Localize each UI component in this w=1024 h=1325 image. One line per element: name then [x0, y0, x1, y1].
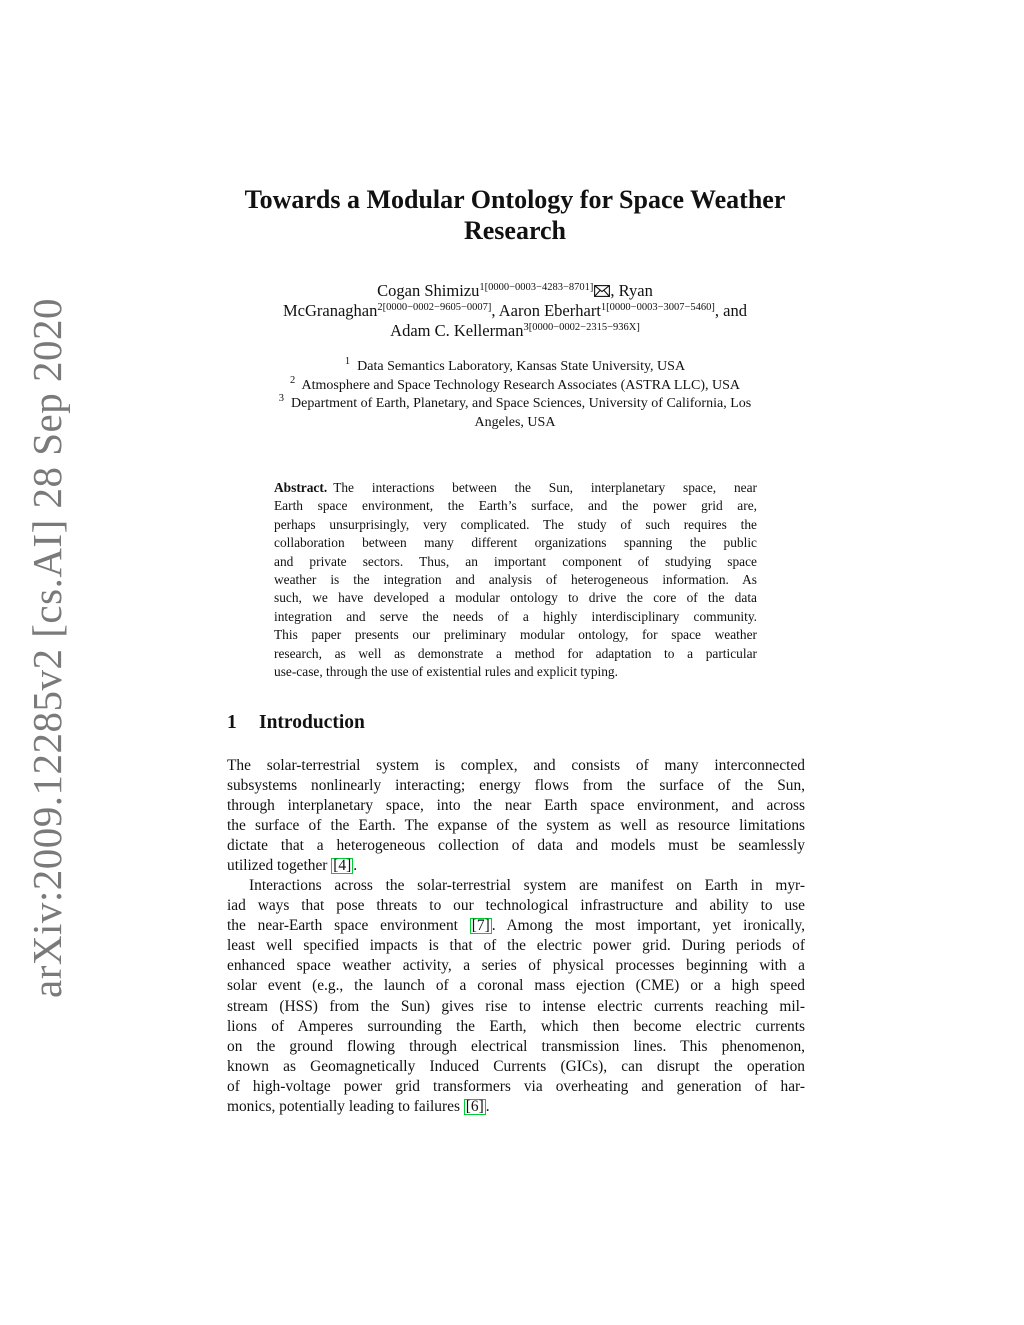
affiliation-number: 1 — [344, 356, 351, 367]
abstract-line: collaboration between many different organizations spanning the public — [274, 535, 757, 551]
body-line: lions of Amperes surrounding the Earth, which then become electric currents — [227, 1017, 805, 1035]
body-line: least well specified impacts is that of the electric power grid. During periods of — [227, 937, 805, 955]
abstract-line: and private sectors. Thus, an important component of studying space — [274, 553, 757, 569]
title-line: Research — [463, 216, 567, 245]
abstract-line: perhaps unsurprisingly, very complicated. The study of such requires the — [274, 516, 757, 532]
author-name: Cogan Shimizu — [377, 281, 480, 300]
affiliation-text: Data Semantics Laboratory, Kansas State University, USA — [357, 359, 686, 374]
body-line: subsystems nonlinearly interacting; energy flows from the surface of the Sun, — [227, 777, 805, 795]
section-title: Introduction — [259, 712, 365, 733]
affiliation-text: Atmosphere and Space Technology Research Associates (ASTRA LLC), USA — [301, 377, 740, 393]
affiliation — [200, 374, 830, 396]
abstract-line: weather is the integration and analysis of heterogeneous information. As — [274, 572, 757, 588]
affiliation-number: 2 — [290, 374, 296, 386]
citation-link[interactable]: [7] — [471, 917, 490, 935]
body-line: on the ground flowing through electrical transmission lines. This phenomenon, — [227, 1037, 805, 1055]
author-name: , Aaron Eberhart — [491, 301, 601, 320]
body-line: utilized together [4] . — [227, 857, 358, 875]
paper-title — [200, 184, 830, 246]
section-number: 1 — [227, 712, 237, 733]
body-line: through interplanetary space, into the near Earth space environment, and across — [227, 797, 805, 815]
author-line — [210, 321, 820, 341]
body-line: solar event (e.g., the launch of a coronal mass ejection (CME) or a high speed — [227, 977, 805, 995]
body-paragraph — [227, 876, 805, 1117]
abstract-line: integration and serve the needs of a highly interdisciplinary community. — [274, 608, 757, 624]
body-line: the surface of the Earth. The expanse of the system as well as resource limitations — [227, 817, 805, 835]
citation-link[interactable]: [4] — [333, 857, 352, 875]
author-line — [210, 281, 820, 301]
body-line: enhanced space weather activity, a series of physical processes beginning with a — [227, 957, 805, 975]
author-line — [210, 301, 820, 321]
author-separator: , and — [714, 301, 747, 320]
body-line: iad ways that pose threats to our technological infrastructure and ability to use — [227, 897, 805, 915]
body-line: monics, potentially leading to failures [6] . — [227, 1098, 490, 1116]
abstract-line: such, we have developed a modular ontology to drive the core of the data — [274, 590, 757, 606]
citation-link[interactable]: [6] — [465, 1098, 484, 1116]
abstract-line: use-case, through the use of existential rules and explicit typing. — [274, 664, 618, 680]
affiliation-text: Angeles, USA — [474, 414, 556, 430]
section-heading-introduction — [227, 712, 365, 734]
author-orcid[interactable]: 2[0000−0002−9605−0007] — [377, 302, 492, 313]
affiliations — [200, 358, 830, 432]
author-list — [210, 281, 820, 341]
author-orcid[interactable]: 3[0000−0002−2315−936X] — [523, 322, 640, 333]
abstract-line: This paper presents our preliminary modular ontology, for space weather — [274, 627, 757, 643]
author-orcid[interactable]: 1[0000−0003−3007−5460] — [600, 302, 715, 313]
body-paragraph — [227, 756, 805, 877]
body-line: the near-Earth space environment [7] . Among the most important, yet ironically, — [227, 917, 805, 935]
affiliation-text: Department of Earth, Planetary, and Space Sciences, University of California, Los — [291, 396, 752, 411]
author-orcid[interactable]: 1[0000−0003−4283−8701] — [479, 282, 594, 293]
author-name: Adam C. Kellerman — [390, 321, 524, 340]
affiliation-number: 3 — [278, 393, 285, 404]
body-line: known as Geomagnetically Induced Currents (GICs), can disrupt the operation — [227, 1057, 805, 1075]
author-separator: , Ryan — [610, 281, 653, 300]
affiliation — [200, 414, 830, 433]
affiliation — [200, 395, 830, 414]
body-line: stream (HSS) from the Sun) gives rise to intense electric currents reaching mil- — [227, 997, 805, 1015]
body-line: of high-voltage power grid transformers via overheating and generation of har- — [227, 1077, 805, 1095]
body-line: The solar-terrestrial system is complex, and consists of many interconnected — [227, 757, 805, 774]
arxiv-identifier-stamp[interactable]: arXiv:2009.12285v2 [cs.AI] 28 Sep 2020 — [24, 298, 70, 998]
abstract-line: research, as well as demonstrate a method for adaptation to a particular — [274, 645, 757, 661]
abstract-label: Abstract. — [274, 480, 328, 495]
author-name: McGranaghan — [283, 301, 378, 320]
body-line: Interactions across the solar-terrestrial system are manifest on Earth in myr- — [249, 877, 805, 894]
envelope-icon[interactable] — [594, 285, 610, 297]
abstract-line: Abstract. The interactions between the Sun, interplanetary space, near — [274, 480, 757, 495]
abstract-line: Earth space environment, the Earth’s surface, and the power grid are, — [274, 498, 757, 514]
body-line: dictate that a heterogeneous collection of data and models must be seamlessly — [227, 837, 805, 855]
title-line: Towards a Modular Ontology for Space Weather — [244, 185, 786, 214]
abstract — [274, 479, 757, 681]
